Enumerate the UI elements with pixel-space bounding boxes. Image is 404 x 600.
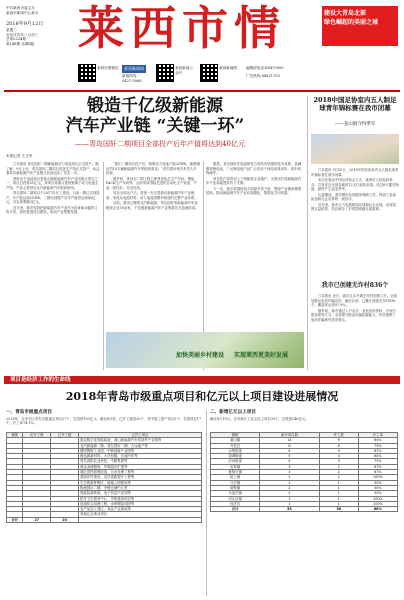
lead-byline: 本报记者 王文华 [6, 154, 33, 158]
right-slogan-banner [322, 6, 398, 46]
left-project-table [6, 432, 202, 523]
table-cell: 14 [260, 438, 319, 443]
table-cell: 1 [260, 496, 319, 501]
table-header: 已开工数 [51, 433, 79, 438]
table-cell: 开发区 [211, 443, 260, 448]
table-cell: 日庄镇 [211, 480, 260, 485]
table-cell: 3 [319, 454, 358, 459]
column-divider [103, 162, 104, 370]
promo-text-2: 实现莱西更美好发展 [234, 352, 289, 359]
table-cell: 2 [319, 475, 358, 480]
website-logo: 莱西新闻网 [124, 66, 144, 71]
table-cell: 5 [260, 454, 319, 459]
table-cell: 1 [319, 480, 358, 485]
table-cell: 50% [358, 485, 397, 490]
table-cell: 青岛春阳农业科技、中粮集团等 [79, 459, 202, 464]
table-header: 镇街 [211, 433, 260, 438]
issue-date: 2018年9月12日 [6, 21, 44, 28]
table-cell: 75% [358, 459, 397, 464]
table-cell: 6 [260, 448, 319, 453]
qr-code-icon [156, 64, 174, 82]
table-cell: 合计 [7, 517, 23, 522]
side-story2-body [311, 294, 399, 370]
masthead-title: 莱西市情 [78, 1, 286, 55]
sponsor-line: 中共莱西市委主办 [6, 6, 35, 10]
table-cell: 北汽新能源二期、青岛国轩二期、万达地产等 [79, 443, 202, 448]
lead-paragraph: 目前，我市已聚集北汽新能源、青岛国轩等新能源汽车及配套企业30余家，千亿级新能源汽车产业集群正在加速形成。 [106, 201, 199, 210]
table-cell: 4 [260, 459, 319, 464]
table-cell: 水集街道 [211, 448, 260, 453]
side-paragraph: 据介绍，我市通过入户走访、发放宣传资料、开展专题讲座等方式，全面提升群众识骗防骗能力，有效遏制了电信诈骗案件高发势头。 [311, 308, 396, 322]
table-cell: 姜山镇 [211, 438, 260, 443]
hotline-label: 新闻热线: [122, 74, 138, 78]
table-cell: 沽河街道 [211, 459, 260, 464]
side-story-sub: ——姜山镇夺得季军 [334, 122, 376, 127]
promo-photo [106, 332, 304, 368]
total-issue: 总第2234期 [6, 37, 26, 42]
column-divider [206, 410, 207, 596]
table-cell: 2 [260, 491, 319, 496]
table-cell [79, 517, 202, 522]
table-cell: 店埠镇 [211, 464, 260, 469]
table-cell: 鸿达羽绒服饰、华联超市扩建等 [79, 464, 202, 469]
lead-paragraph: 项目投产将带动上下游配套企业落户，为我市打造新能源汽车产业高地提供有力支撑。 [206, 176, 302, 185]
table-cell: 67% [358, 464, 397, 469]
table-cell: 物流园区二期、冷链仓储中心等 [79, 485, 202, 490]
table-cell: 50% [358, 480, 397, 485]
table-cell: 城区供热管网改造、污水处理工程等 [79, 470, 202, 475]
table-cell: 4 [319, 448, 358, 453]
table-cell: 1 [319, 491, 358, 496]
table-cell: 院上镇 [211, 475, 260, 480]
lead-paragraph: “我们二期项目投产后，新增动力电池产能2GWh，能够满足约10万辆新能源汽车的配套需求。”青岛国轩相关负责人介绍说。 [106, 162, 200, 175]
table-cell: 50% [358, 491, 397, 496]
table-cell: 河道综合治理工程、水库除险加固等 [79, 501, 202, 506]
table-header: 镇街 [7, 433, 23, 438]
table-cell: 合计 [211, 507, 260, 512]
side-paragraph: □本报讯 9月10日，2018中国足协室内五人制足球青年锦标赛在我市闭幕。 [311, 168, 399, 177]
table-cell: 南墅镇 [211, 485, 260, 490]
lead-paragraph: 项目全部达产后，将进一步完善我市新能源汽车产业链条，形成从电池材料、动力电池到整车制造的完整产业体系。 [106, 191, 198, 200]
side-story-photo [311, 134, 399, 164]
editor-phone: 编辑部电话:88470000 [246, 66, 284, 70]
hotline-number: 0427-3068 [122, 79, 142, 83]
table-header: 已开工项目 [79, 433, 202, 438]
table-cell: 2 [260, 480, 319, 485]
table-cell: 1 [319, 501, 358, 506]
table-cell: 64% [358, 438, 397, 443]
table-cell: 海达源新材料、大华机械、长城汽车等 [79, 454, 202, 459]
lead-paragraph: 近年来，我市坚持把新能源汽车产业作为培育新动能的主攻方向，加快推进项目建设，推动产业集聚发展。 [6, 205, 98, 214]
lead-headline-line2: 汽车产业链 “关键一环” [65, 116, 245, 136]
lead-paragraph: 据悉，青岛国轩在电池研发方面具有较强的技术优势，其磷酸铁锂电池、三元锂电池产品广泛应用于纯电动乘用车、客车和物流车。 [206, 162, 302, 175]
lead-paragraph: 国轩动力电池项目是姜山镇新能源汽车产业园重点项目之一，项目总投资21亿元。该项目将重点建设锂离子动力电池生产线，产品主要供应北汽新能源汽车配套使用。 [6, 176, 99, 190]
table-header: 开工数 [319, 433, 358, 438]
table-cell: 马连庄镇 [211, 491, 260, 496]
section-bar [4, 376, 400, 384]
table-cell: 1 [260, 501, 319, 506]
table-cell: 27 [23, 517, 51, 522]
column-divider [307, 96, 308, 370]
lead-paragraph: 青岛国轩二期项目于2017年开工建设，目前一期已实现投产，年产能达到2GWh，二期全部投产后年产值将达到40亿元，可实现利税3亿元。 [6, 191, 100, 204]
lead-paragraph: □本报讯 青岛国轩二期新能源动力电池项目正式投产。据了解，9月上旬，青岛国轩二期项目首条生产线正式投产，标志着我市新能源汽车产业链又向前迈出了坚实一步。 [6, 162, 100, 175]
lead-paragraph: 下一步，我市将继续加大招商引资力度，围绕产业链条精准招商，推动新能源汽车产业向高端化、集群化方向发展。 [206, 186, 302, 195]
table-cell: 生态旅游度假区、湿地公园建设等 [79, 480, 202, 485]
table-cell: 60% [358, 454, 397, 459]
table-header: 开工率 [358, 433, 397, 438]
table-cell: 美丽乡村建设、农村道路提升工程等 [79, 475, 202, 480]
table-cell: 75% [358, 443, 397, 448]
issue-number: 第148期 本期8版 [6, 41, 35, 46]
table-cell: 8 [260, 443, 319, 448]
right-table-intro: 截至8月15日，全市新开工亿元以上项目39个，总投资246亿元。 [210, 417, 309, 421]
table-total-row [211, 507, 398, 512]
table-header: 应开工数 [23, 433, 51, 438]
table-cell: 2 [260, 485, 319, 490]
table-cell: 36 [319, 507, 358, 512]
lunar-date: 农历戊戌年八月初三 [6, 32, 39, 37]
table-cell: 其他社会事业项目 [79, 512, 202, 517]
qr-label-1: 莱西市情微信 [97, 66, 119, 70]
promo-text-1: 加快美丽乡村建设 [176, 352, 225, 359]
side-story-title: 2018中国足协室内五人制足球青年锦标赛在我市闭幕 [313, 96, 397, 112]
qr-label-2: 莱西新闻公众号 [175, 66, 193, 75]
side-story2-title: 我市已创建无诈村836个 [321, 282, 389, 289]
table-cell: 68% [358, 507, 397, 512]
side-story-body [311, 168, 399, 276]
table-cell: 67% [358, 470, 397, 475]
table-cell: 经济区 [211, 501, 260, 506]
table-cell: 德国鲁格工业园、中韩创新产业园等 [79, 448, 202, 453]
table-cell: 100% [358, 475, 397, 480]
side-paragraph: □本报讯 近日，我市扎实开展无诈村创建工作，全面加强反电信诈骗宣传，截至目前，已累计创建无诈村836个，覆盖率达到97.9%。 [311, 294, 397, 307]
table-header: 新开项目数 [260, 433, 319, 438]
side-paragraph: 本次比赛由中国足球协会主办，莱西市人民政府承办，共有来自全国各地的12支代表队参赛。经过6天激烈角逐，最终产生冠亚季军。 [311, 178, 399, 191]
left-table-intro: 2018年，全市列入青岛市级重点项目27个，总投资193亿元。截至8月底，已开工建设20个，其中竣工投产项目3个；在建项目17个，开工率74.1%。 [6, 417, 202, 426]
table-cell: 67% [358, 448, 397, 453]
table-cell: 2 [319, 470, 358, 475]
left-table-heading: 一、青岛市级重点项目 [6, 410, 52, 415]
qr-label-3: 莱西新闻网 [219, 66, 237, 70]
slogan-line-2: 绿色崛起的美丽之城 [324, 19, 379, 26]
issue-info [6, 6, 66, 47]
table-cell: 惠农数字化智能装备、姜山新能源汽车零部件产业园等 [79, 438, 202, 443]
lead-column-1 [6, 162, 100, 370]
table-cell: 河头店镇 [211, 496, 260, 501]
bottom-title: 2018年青岛市级重点项目和亿元以上项目建设进展情况 [65, 390, 339, 403]
table-cell: 9 [319, 438, 358, 443]
table-cell: 53 [260, 507, 319, 512]
qr-code-icon [200, 64, 218, 82]
side-paragraph: 近年来，我市大力发展校园足球和社会足球，足球氛围日益浓厚，先后承办了多项国家级足球赛事。 [311, 202, 396, 211]
table-cell: 20 [51, 517, 79, 522]
organizer-line: 莱西市新闻中心承办 [6, 10, 39, 15]
table-cell: 智能装备制造、电子信息产业园等 [79, 491, 202, 496]
ad-phone: 广告热线:88821793 [246, 74, 280, 78]
table-cell: 100% [358, 496, 397, 501]
table-cell: 3 [319, 459, 358, 464]
table-cell: 2 [260, 475, 319, 480]
table-cell: 医疗卫生服务中心、学校建设项目等 [79, 496, 202, 501]
media-strip [78, 62, 398, 88]
right-table-heading: 二、新增亿元以上项目 [210, 410, 256, 415]
side-paragraph: 比赛期间，我市做好各项服务保障工作，得到了参赛队伍和社会各界的一致好评。 [311, 192, 396, 201]
slogan-line-1: 建设大青岛北部 [324, 10, 367, 17]
table-cell: 3 [260, 464, 319, 469]
section-label: 项目是经济工作的生命线 [10, 377, 71, 383]
table-cell: 1 [319, 496, 358, 501]
table-cell: 望城街道 [211, 454, 260, 459]
table-total-row [7, 517, 202, 522]
right-project-table [210, 432, 398, 512]
table-cell: 1 [319, 485, 358, 490]
table-cell: 6 [319, 443, 358, 448]
lead-subtitle: ——青岛国轩二期项目全部投产后年产值将达到40亿元 [75, 140, 245, 148]
qr-code-icon [78, 64, 96, 82]
masthead-divider [4, 90, 400, 92]
table-cell: 夏格庄镇 [211, 470, 260, 475]
weekday: 星期三 [6, 28, 17, 33]
lead-paragraph: 据介绍，该项目二期工程主要建设电芯生产车间、模组PACK生产车间等，全部采用国际先进的自动化生产设备，产品一致性好、安全性高。 [106, 176, 197, 190]
table-cell: 2 [319, 464, 358, 469]
table-cell: 农产品加工园区、食品产业基地等 [79, 507, 202, 512]
lead-headline-line1: 锻造千亿级新能源 [87, 96, 223, 116]
table-cell: 3 [260, 470, 319, 475]
table-cell: 100% [358, 501, 397, 506]
